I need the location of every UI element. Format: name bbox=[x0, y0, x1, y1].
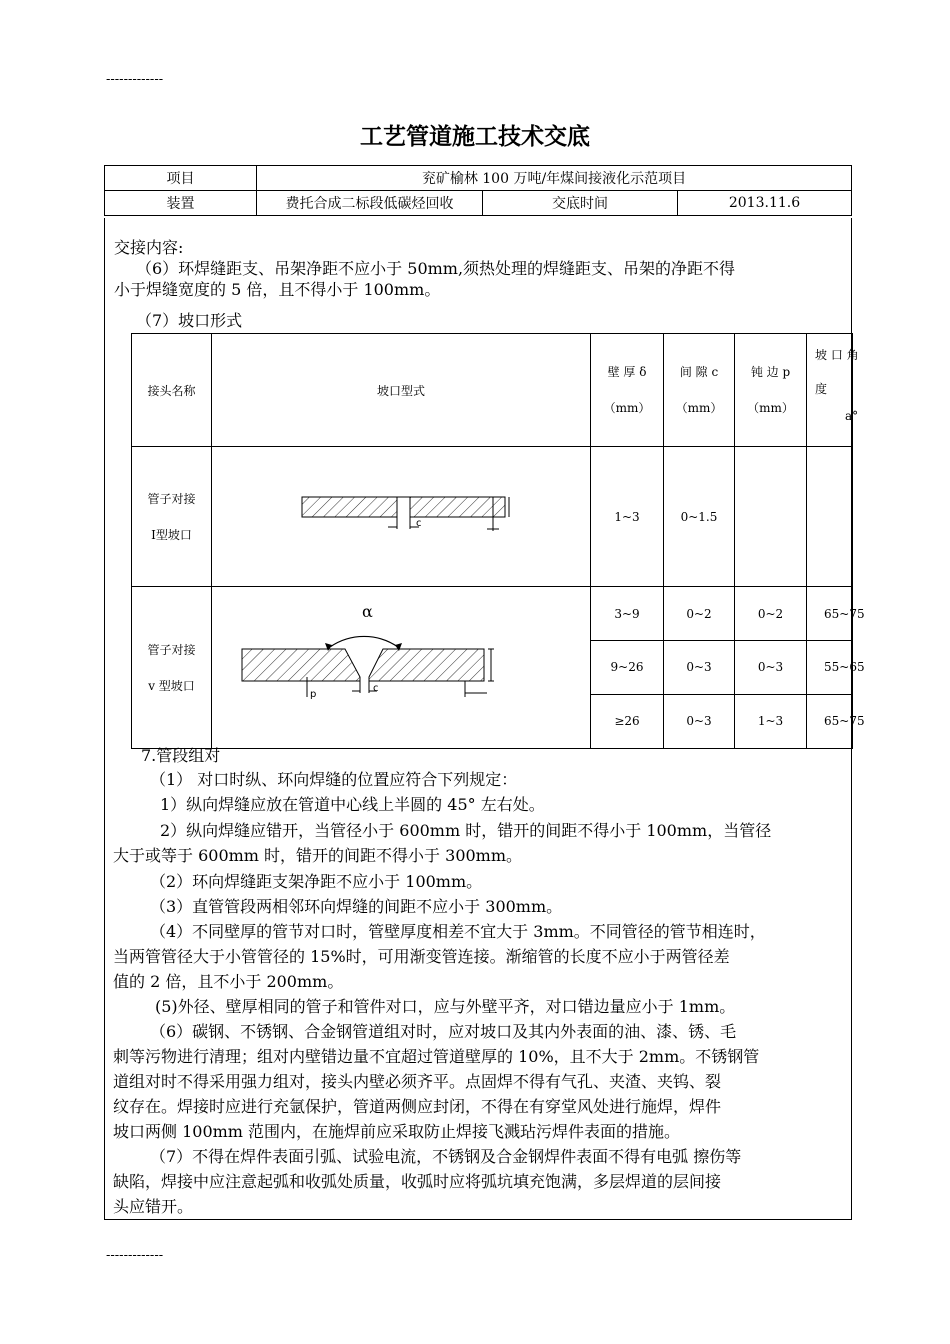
left-pipe-wall bbox=[302, 497, 397, 517]
row2-sub2-blunt: 0~3 bbox=[735, 641, 807, 694]
blunt-label-p: p bbox=[310, 689, 317, 700]
section7-heading: 7.管段组对 bbox=[141, 746, 221, 765]
header-table bbox=[104, 165, 852, 216]
project-label: 项目 bbox=[105, 166, 257, 191]
section7-line8a: （6）碳钢、不锈钢、合金钢管道组对时，应对坡口及其内外表面的油、漆、锈、毛 bbox=[150, 1022, 737, 1041]
row1-name-line1: 管子对接 bbox=[147, 491, 196, 506]
section7-line6a: （4）不同壁厚的管节对口时，管壁厚度相差不宜大于 3mm。不同管径的管节相连时， bbox=[150, 922, 766, 941]
date-value: 2013.11.6 bbox=[678, 191, 852, 216]
right-pipe-wall bbox=[410, 497, 505, 517]
intro-p6-line1: （6）环焊缝距支、吊架净距不应小于 50mm,须热处理的焊缝距支、吊架的净距不得 bbox=[136, 259, 736, 278]
row1-joint-name bbox=[132, 447, 212, 587]
row2-sub1-angle: 65~75 bbox=[807, 587, 853, 641]
intro-p6-line2: 小于焊缝宽度的 5 倍，且不得小于 100mm。 bbox=[114, 280, 441, 299]
page-title: 工艺管道施工技术交底 bbox=[360, 124, 590, 150]
section7-line7: (5)外径、壁厚相同的管子和管件对口，应与外壁平齐，对口错边量应小于 1mm。 bbox=[155, 997, 736, 1016]
row2-figure-cell bbox=[212, 587, 591, 749]
section7-line4: （2）环向焊缝距支架净距不应小于 100mm。 bbox=[150, 872, 483, 891]
top-dash-separator: ------------- bbox=[106, 72, 164, 87]
row1-gap: 0~1.5 bbox=[664, 447, 735, 587]
row2-sub3-thickness: ≥26 bbox=[591, 694, 664, 748]
section7-line8d: 纹存在。焊接时应进行充氩保护，管道两侧应封闭，不得在有穿堂风处进行施焊，焊件 bbox=[113, 1097, 722, 1116]
row2-name-line1: 管子对接 bbox=[147, 642, 196, 657]
row1-name-line2: Ⅰ型坡口 bbox=[151, 527, 192, 542]
unit-label: 装置 bbox=[105, 191, 257, 216]
col-joint-name: 接头名称 bbox=[132, 334, 212, 447]
col-groove-form: 坡口型式 bbox=[212, 334, 591, 447]
section7-line1: （1） 对口时纵、环向焊缝的位置应符合下列规定： bbox=[150, 770, 518, 789]
section7-line9c: 头应错开。 bbox=[113, 1197, 194, 1216]
col-thickness-unit: （mm） bbox=[603, 401, 651, 415]
section7-line9a: （7）不得在焊件表面引弧、试验电流，不锈钢及合金钢焊件表面不得有电弧 擦伤等 bbox=[150, 1147, 742, 1166]
col-angle bbox=[807, 334, 859, 447]
section7-line6b: 当两管管径大于小管管径的 15%时，可用渐变管连接。渐缩管的长度不应小于两管径差 bbox=[113, 947, 730, 966]
section7-line8e: 坡口两侧 100mm 范围内，在施焊前应采取防止焊接飞溅玷污焊件表面的措施。 bbox=[113, 1122, 681, 1141]
row2-joint-name bbox=[132, 587, 212, 749]
row1-thickness: 1~3 bbox=[591, 447, 664, 587]
row2-sub3-angle: 65~75 bbox=[807, 694, 853, 748]
col-gap bbox=[664, 334, 735, 447]
row2-sub2-angle: 55~65 bbox=[807, 641, 853, 694]
row2-sub3-gap: 0~3 bbox=[664, 694, 735, 748]
gap-label-c2: c bbox=[373, 683, 379, 694]
groove-table bbox=[131, 333, 865, 749]
right-v-pipe-wall bbox=[369, 649, 484, 681]
gap-label-c: c bbox=[416, 518, 422, 529]
row2-sub2-gap: 0~3 bbox=[664, 641, 735, 694]
row2-sub3-blunt: 1~3 bbox=[735, 694, 807, 748]
section7-line3a: 2）纵向焊缝应错开，当管径小于 600mm 时，错开的间距不得小于 100mm，当管径 bbox=[160, 821, 772, 840]
left-v-pipe-wall bbox=[242, 649, 360, 681]
i-groove-diagram bbox=[212, 447, 591, 586]
col-thickness-label: 壁 厚 δ bbox=[607, 365, 647, 379]
section7-line5: （3）直管管段两相邻环向焊缝的间距不应小于 300mm。 bbox=[150, 897, 563, 916]
date-label: 交底时间 bbox=[483, 191, 678, 216]
section7-line8c: 道组对时不得采用强力组对，接头内壁必须齐平。点固焊不得有气孔、夹渣、夹钨、裂 bbox=[113, 1072, 722, 1091]
alpha-label: α bbox=[362, 602, 373, 621]
row2-sub1-thickness: 3~9 bbox=[591, 587, 664, 641]
row1-angle bbox=[807, 447, 853, 587]
col-angle-unit: a° bbox=[845, 409, 859, 423]
row2-sub1-blunt: 0~2 bbox=[735, 587, 807, 641]
row2-sub1-gap: 0~2 bbox=[664, 587, 735, 641]
section7-line3b: 大于或等于 600mm 时，错开的间距不得小于 300mm。 bbox=[113, 846, 523, 865]
unit-value: 费托合成二标段低碳烃回收 bbox=[257, 191, 483, 216]
section7-line6c: 值的 2 倍，且不小于 200mm。 bbox=[113, 972, 344, 991]
project-value: 兖矿榆林 100 万吨/年煤间接液化示范项目 bbox=[257, 166, 852, 191]
col-angle-label-2: 度 bbox=[815, 382, 828, 396]
col-angle-label: 坡 口 角 bbox=[815, 348, 859, 362]
section7-line9b: 缺陷，焊接中应注意起弧和收弧处质量，收弧时应将弧坑填充饱满，多层焊道的层间接 bbox=[113, 1172, 722, 1191]
intro-heading: 交接内容: bbox=[114, 238, 184, 257]
col-gap-unit: （mm） bbox=[675, 401, 723, 415]
col-blunt-label: 钝 边 p bbox=[750, 365, 791, 379]
section7-line2: 1）纵向焊缝应放在管道中心线上半圆的 45° 左右处。 bbox=[160, 795, 545, 814]
row2-name-line2: v 型坡口 bbox=[148, 678, 195, 693]
bottom-dash-separator: ------------- bbox=[106, 1248, 164, 1263]
col-blunt-unit: （mm） bbox=[747, 401, 794, 415]
intro-p7: （7）坡口形式 bbox=[136, 311, 243, 330]
col-blunt bbox=[735, 334, 807, 447]
section7-line8b: 刺等污物进行清理；组对内壁错边量不宜超过管道壁厚的 10%，且不大于 2mm。不锈钢管 bbox=[113, 1047, 760, 1066]
row2-sub2-thickness: 9~26 bbox=[591, 641, 664, 694]
row1-blunt bbox=[735, 447, 807, 587]
v-groove-diagram bbox=[212, 587, 591, 748]
angle-arc bbox=[330, 636, 398, 647]
col-gap-label: 间 隙 c bbox=[679, 365, 719, 379]
col-thickness bbox=[591, 334, 664, 447]
row1-figure-cell bbox=[212, 447, 591, 587]
